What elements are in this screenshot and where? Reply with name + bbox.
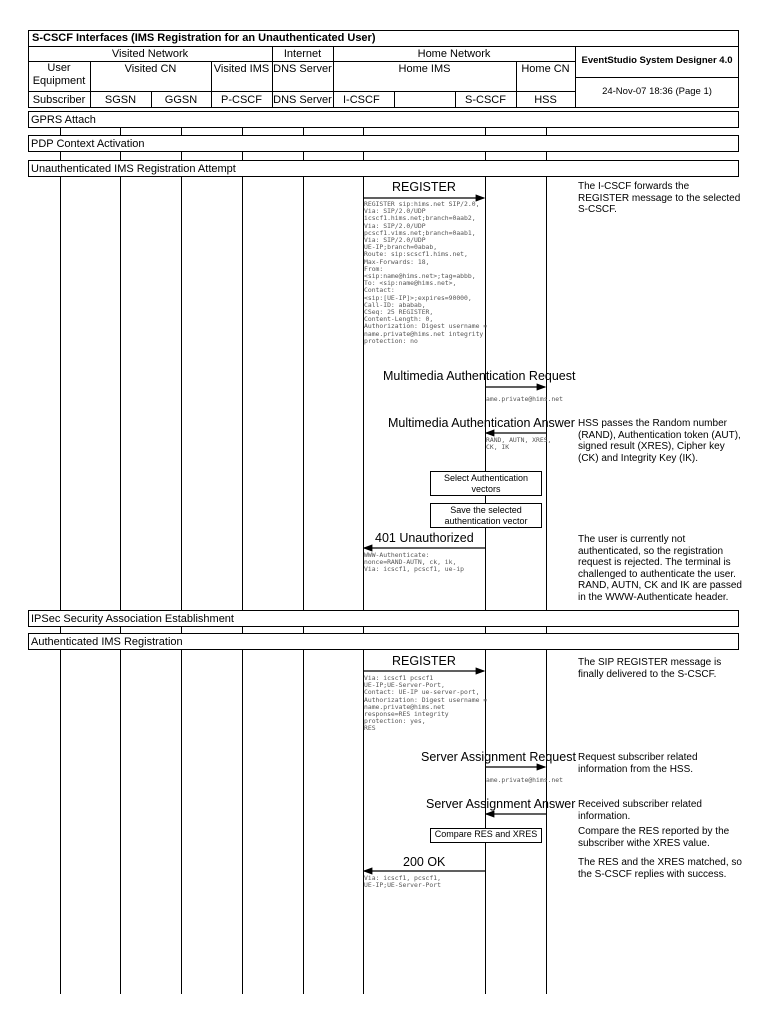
domain-visited-cn: Visited CN: [124, 63, 177, 75]
entity-subscriber: Subscriber: [32, 94, 86, 106]
message-register-2-label: REGISTER: [392, 654, 456, 668]
entity-dns-server: DNS Server: [273, 94, 332, 106]
product-name: EventStudio System Designer 4.0: [581, 55, 733, 66]
note-res-matched: The RES and the XRES matched, so the S-CSCF replies with success.: [578, 857, 742, 880]
message-mar-label: Multimedia Authentication Request: [383, 369, 576, 383]
note-register-delivered: The SIP REGISTER message is finally delivered to the S-CSCF.: [578, 657, 722, 680]
entity-icscf: I-CSCF: [343, 94, 380, 106]
entity-ggsn: GGSN: [164, 94, 198, 106]
section-unauth-registration: Unauthenticated IMS Registration Attempt: [28, 160, 739, 177]
note-received-subscriber-info: Received subscriber related information.: [578, 799, 702, 822]
entity-pcscf: P-CSCF: [221, 94, 262, 106]
note-hss-passes: HSS passes the Random number (RAND), Authentication token (AUT), signed result (XRES), Cipher key (CK) and Integrity Key (IK).: [578, 418, 741, 464]
domain-visited-ims: Visited IMS: [213, 63, 270, 75]
entity-hss: HSS: [534, 94, 557, 106]
domain-dns-server: DNS Server: [273, 63, 332, 75]
message-401-params: WWW-Authenticate: nonce=RAND-AUTN, ck, ik, Via: icscf1, pcscf1, ue-ip: [364, 551, 465, 574]
message-saa-label: Server Assignment Answer: [426, 797, 576, 811]
section-ipsec: IPSec Security Association Establishment: [28, 610, 739, 627]
domain-home-ims: Home IMS: [398, 63, 451, 75]
message-sar-params: ame.private@hims.net: [486, 776, 563, 784]
entity-sgsn: SGSN: [104, 94, 137, 106]
message-maa-params: RAND, AUTN, XRES, CK, IK: [486, 436, 552, 452]
section-auth-registration: Authenticated IMS Registration: [28, 633, 739, 650]
network-visited: Visited Network: [111, 48, 189, 60]
note-compare-res: Compare the RES reported by the subscriber withe XRES value.: [578, 826, 730, 849]
note-request-subscriber-info: Request subscriber related information from the HSS.: [578, 752, 698, 775]
entity-scscf: S-CSCF: [465, 94, 506, 106]
message-register-2-params: Via: icscf1 pcscf1 UE-IP;UE-Server-Port, Contact: UE-IP ue-server-port, Authorization: Digest username = name.private@hims.net response=RES integrity protection: yes, RES: [364, 674, 488, 733]
domain-user-equipment: User Equipment: [32, 62, 86, 87]
action-save-auth-vector: Save the selected authentication vector: [430, 503, 542, 528]
message-200-ok-label: 200 OK: [403, 855, 446, 869]
diagram-title: S-CSCF Interfaces (IMS Registration for an Unauthenticated User): [32, 32, 376, 44]
action-compare-res-xres: Compare RES and XRES: [430, 828, 542, 843]
note-not-authenticated: The user is currently not authenticated, so the registration request is rejected. The terminal is challenged to authenticate the user. RAND, AUTN, CK and IK are passed in the WWW-Authenticate header.: [578, 534, 742, 603]
section-pdp-context: PDP Context Activation: [28, 135, 739, 152]
domain-home-cn: Home CN: [521, 63, 570, 75]
message-401-label: 401 Unauthorized: [375, 531, 474, 545]
message-200-ok-params: Via: icscf1, pcscf1, UE-IP;UE-Server-Port: [364, 874, 441, 890]
note-icscf-forwards: The I-CSCF forwards the REGISTER message to the selected S-CSCF.: [578, 181, 741, 215]
network-internet: Internet: [283, 48, 322, 60]
message-sar-label: Server Assignment Request: [421, 750, 576, 764]
message-register-1-label: REGISTER: [392, 180, 456, 194]
message-maa-label: Multimedia Authentication Answer: [388, 416, 575, 430]
action-select-auth-vectors: Select Authentication vectors: [430, 471, 542, 496]
message-mar-params: ame.private@hims.net: [486, 395, 563, 403]
message-register-1-params: REGISTER sip:hims.net SIP/2.0, Via: SIP/2.0/UDP icscf1.hims.net;branch=0aab2, Via: SIP/2.0/UDP pcscf1.vims.net;branch=0aab1, Via: SIP/2.0/UDP UE-IP;branch=0abab, Route: sip:scscf1.hims.net, Max-Forwards: 18, From: <sip:name@hims.net>;tag=abbb, To: <sip:name@hims.net>, Contact: <sip:[UE-IP]>;expires=90000, Call-ID: ababab, CSeq: 25 REGISTER, Content-Length: 0, Authorization: Digest username = name.private@hims.net integrity protection: no: [364, 200, 488, 345]
diagram-date: 24-Nov-07 18:36 (Page 1): [602, 86, 712, 97]
network-home: Home Network: [417, 48, 491, 60]
section-gprs-attach: GPRS Attach: [28, 111, 739, 128]
